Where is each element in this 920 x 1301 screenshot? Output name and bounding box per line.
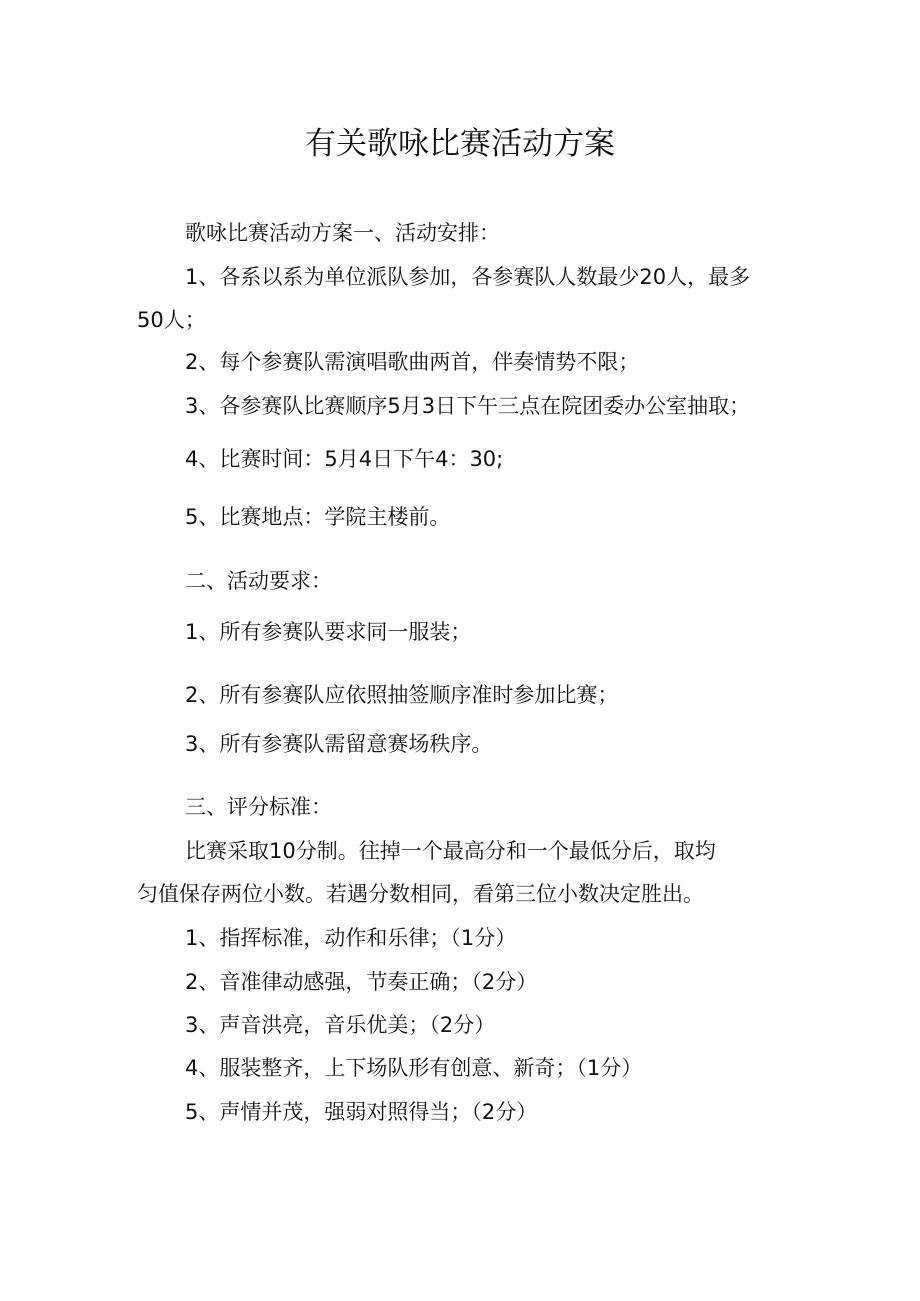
requirement-item-3: 3、所有参赛队需留意赛场秩序。 — [185, 732, 493, 756]
intro-heading: 歌咏比赛活动方案一、活动安排： — [185, 221, 500, 245]
scoring-item-2: 2、音准律动感强，节奏正确；（2分） — [185, 970, 538, 994]
scoring-item-4: 4、服装整齐，上下场队形有创意、新奇；（1分） — [185, 1056, 643, 1080]
arrangement-item-5: 5、比赛地点：学院主楼前。 — [185, 505, 451, 529]
requirements-heading: 二、活动要求： — [185, 569, 332, 593]
arrangement-item-2: 2、每个参赛队需演唱歌曲两首，伴奏情势不限； — [185, 350, 640, 374]
scoring-item-3: 3、声音洪亮，音乐优美；（2分） — [185, 1013, 496, 1037]
arrangement-item-1-continued: 50人； — [137, 308, 206, 332]
requirement-item-1: 1、所有参赛队要求同一服装； — [185, 620, 472, 644]
scoring-heading: 三、评分标准： — [185, 795, 332, 819]
document-title: 有关歌咏比赛活动方案 — [305, 126, 615, 162]
arrangement-item-4: 4、比赛时间：5月4日下午4：30; — [185, 447, 504, 471]
requirement-item-2: 2、所有参赛队应依照抽签顺序准时参加比赛； — [185, 683, 619, 707]
arrangement-item-3: 3、各参赛队比赛顺序5月3日下午三点在院团委办公室抽取； — [185, 394, 751, 418]
scoring-paragraph-line-1: 比赛采取10分制。往掉一个最高分和一个最低分后，取均 — [185, 839, 716, 863]
arrangement-item-1: 1、各系以系为单位派队参加，各参赛队人数最少20人，最多 — [185, 265, 751, 289]
scoring-item-1: 1、指挥标准，动作和乐律；（1分） — [185, 926, 517, 950]
scoring-item-5: 5、声情并茂，强弱对照得当；（2分） — [185, 1100, 538, 1124]
scoring-paragraph-line-2: 匀值保存两位小数。若遇分数相同，看第三位小数决定胜出。 — [137, 882, 704, 906]
